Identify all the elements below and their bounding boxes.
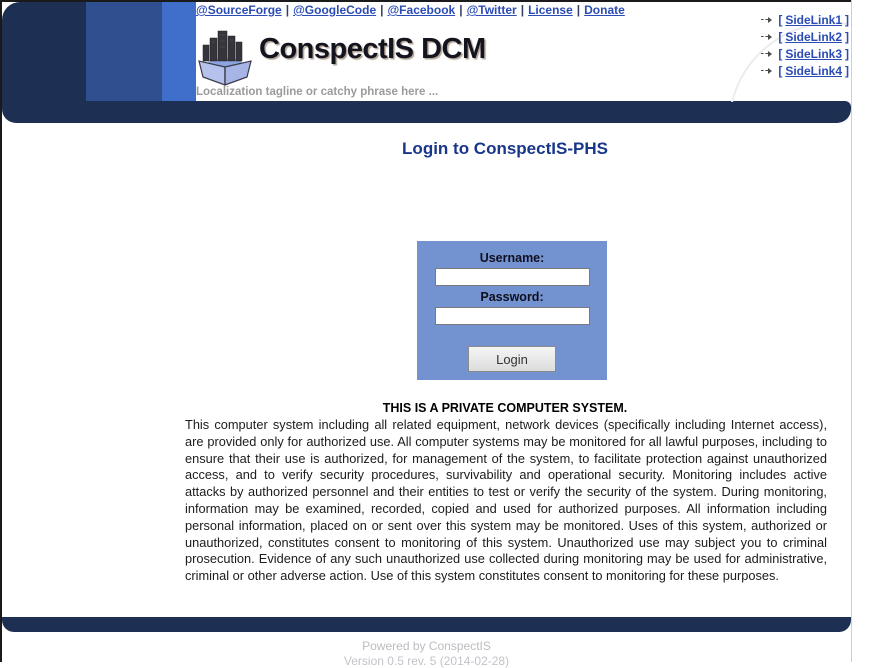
window-top-edge <box>0 0 852 2</box>
sidelink-1[interactable]: SideLink1 <box>785 12 842 27</box>
bracket-close: ] <box>845 12 849 27</box>
bracket-close: ] <box>845 29 849 44</box>
link-twitter[interactable]: @Twitter <box>466 3 517 17</box>
link-separator: | <box>459 3 463 17</box>
bracket-open: [ <box>778 12 783 27</box>
top-nav <box>196 3 625 17</box>
page-title: Login to ConspectIS-PHS <box>402 139 608 158</box>
link-facebook[interactable]: @Facebook <box>387 3 456 17</box>
link-separator: | <box>576 3 581 17</box>
version-text: Version 0.5 rev. 5 (2014-02-28) <box>343 654 510 668</box>
sidelink-item-1 <box>761 11 849 28</box>
link-separator: | <box>520 3 525 17</box>
dashed-right-arrow-icon <box>761 51 772 57</box>
sidelink-3[interactable]: SideLink3 <box>785 46 842 61</box>
footer-divider-bar <box>2 617 851 632</box>
bracket-open: [ <box>778 63 783 78</box>
powered-by-text: Powered by ConspectIS <box>362 639 491 653</box>
bracket-close: ] <box>845 46 849 61</box>
sidelink-item-2 <box>761 28 849 45</box>
sidelink-item-4 <box>761 62 849 79</box>
password-label: Password: <box>480 290 544 304</box>
header-divider-bar <box>2 101 851 123</box>
header-navy-block <box>2 2 86 102</box>
dashed-right-arrow-icon <box>761 68 772 74</box>
link-donate[interactable]: Donate <box>584 3 625 17</box>
page-right-border <box>851 0 852 662</box>
sidelink-2[interactable]: SideLink2 <box>785 29 842 44</box>
header-midblue-block <box>86 2 162 102</box>
bracket-open: [ <box>778 46 783 61</box>
dashed-right-arrow-icon <box>761 17 772 23</box>
private-system-notice: This computer system including all related equipment, network devices (specifically including Internet access), are provided only for authorized use. All computer systems may be monitored for all lawful purposes, including to ensure that their use is authorized, for management of the system, to facilitate protection against unauthorized access, and to verify security procedures, survivability and operational security. Monitoring includes active attacks by authorized personnel and their entities to test or verify the security of the system. During monitoring, information may be examined, recorded, copied and used for authorized purposes. All information including personal information, placed on or sent over this system may be monitored. Uses of this system, authorized or unauthorized, constitutes consent to monitoring of this system. Unauthorized use may subject you to criminal prosecution. Evidence of any such unauthorized use collected during monitoring may be used for administrative, criminal or other adverse action. Use of this system constitutes consent to monitoring for these purposes. <box>185 417 827 584</box>
link-googlecode[interactable]: @GoogleCode <box>293 3 377 17</box>
link-license[interactable]: License <box>528 3 573 17</box>
bracket-close: ] <box>845 63 849 78</box>
link-separator: | <box>285 3 290 17</box>
password-input[interactable] <box>435 307 590 325</box>
private-system-heading: THIS IS A PRIVATE COMPUTER SYSTEM. <box>382 401 628 415</box>
app-title: ConspectIS DCM <box>259 33 486 65</box>
username-label: Username: <box>479 251 545 265</box>
username-input[interactable] <box>435 268 590 286</box>
link-sourceforge[interactable]: @SourceForge <box>196 3 282 17</box>
sidelink-item-3 <box>761 45 849 62</box>
link-separator: | <box>380 3 384 17</box>
dashed-right-arrow-icon <box>761 34 772 40</box>
login-button[interactable]: Login <box>468 346 556 372</box>
sidelink-4[interactable]: SideLink4 <box>785 63 842 78</box>
header-brightblue-block <box>162 2 196 102</box>
side-links <box>761 11 849 79</box>
tagline: Localization tagline or catchy phrase here ... <box>196 86 439 98</box>
bracket-open: [ <box>778 29 783 44</box>
window-left-edge <box>0 0 2 662</box>
login-form-panel <box>417 241 607 380</box>
book-with-buildings-logo-icon <box>196 27 254 89</box>
